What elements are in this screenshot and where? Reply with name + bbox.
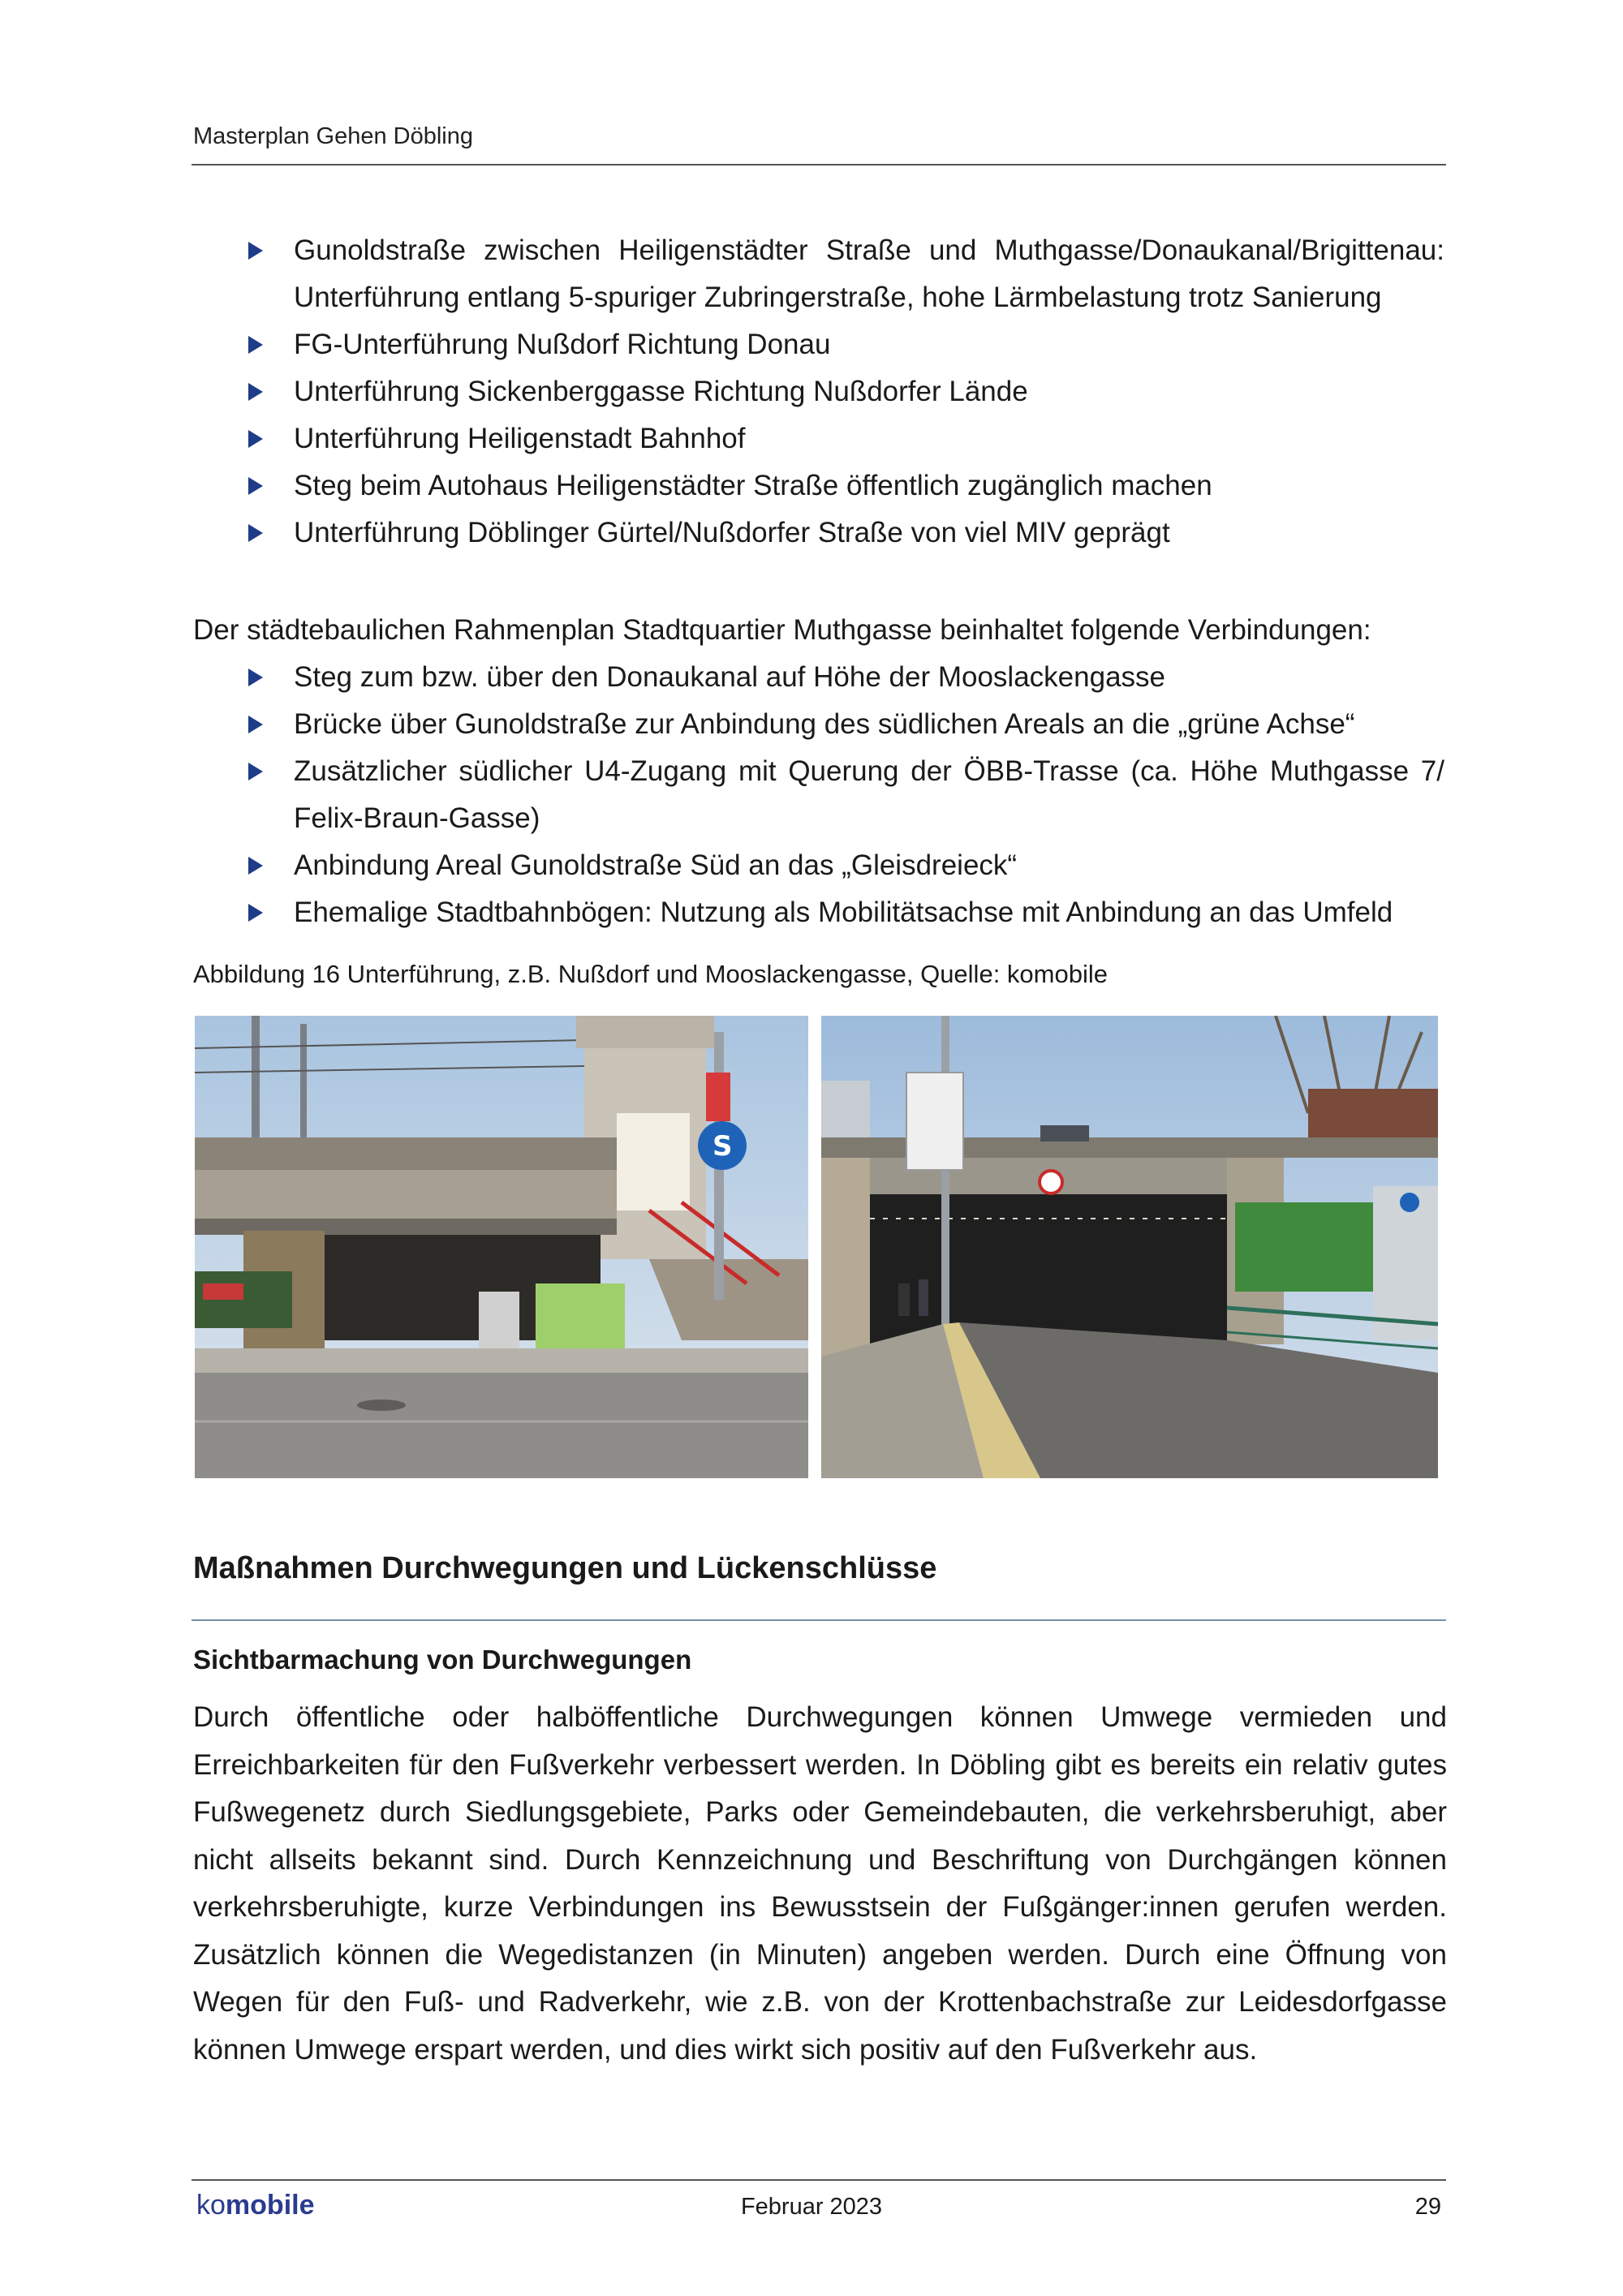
header-rule (192, 164, 1446, 166)
bullet-list-underpasses (248, 227, 1444, 557)
list-item: Unterführung Heiligenstadt Bahnhof (248, 415, 1444, 462)
list-item: Gunoldstraße zwischen Heiligenstädter Straße und Muthgasse/Donaukanal/Brigittenau: Unterführung entlang 5-spuriger Zubringerstraße, hohe Lärmbelastung trotz Sanierung (248, 227, 1444, 321)
bullet-triangle-icon (248, 716, 263, 733)
subsection-heading: Sichtbarmachung von Durchwegungen (193, 1645, 692, 1675)
section-heading: Maßnahmen Durchwegungen und Lückenschlüsse (193, 1551, 937, 1585)
svg-text:S: S (712, 1130, 733, 1163)
page-number: 29 (1414, 2194, 1441, 2220)
underpass-photo-illustration-left (195, 1016, 808, 1478)
bullet-list-connections (248, 654, 1444, 936)
bullet-triangle-icon (248, 763, 263, 780)
list-item: Unterführung Sickenberggasse Richtung Nußdorfer Lände (248, 368, 1444, 415)
logo-light-part: ko (196, 2190, 226, 2221)
underpass-photo-illustration-right (821, 1016, 1438, 1478)
bullet-triangle-icon (248, 904, 263, 922)
running-header: Masterplan Gehen Döbling (193, 123, 473, 149)
photo-nussdorf-underpass (195, 1016, 808, 1478)
list-item: FG-Unterführung Nußdorf Richtung Donau (248, 321, 1444, 368)
bullet-triangle-icon (248, 669, 263, 686)
list-item: Brücke über Gunoldstraße zur Anbindung des südlichen Areals an die „grüne Achse“ (248, 701, 1444, 748)
bullet-triangle-icon (248, 524, 263, 542)
bullet-triangle-icon (248, 336, 263, 354)
bullet-triangle-icon (248, 242, 263, 260)
list-item: Ehemalige Stadtbahnbögen: Nutzung als Mobilitätsachse mit Anbindung an das Umfeld (248, 889, 1444, 936)
footer-date: Februar 2023 (740, 2194, 883, 2220)
list-item: Unterführung Döblinger Gürtel/Nußdorfer Straße von viel MIV geprägt (248, 510, 1444, 557)
footer-rule (192, 2179, 1446, 2181)
section-rule (192, 1619, 1446, 1621)
photo-mooslackengasse-underpass (821, 1016, 1438, 1478)
bullet-triangle-icon (248, 477, 263, 495)
list-item: Zusätzlicher südlicher U4-Zugang mit Querung der ÖBB-Trasse (ca. Höhe Muthgasse 7/ Felix-Braun-Gasse) (248, 748, 1444, 842)
list-item: Steg beim Autohaus Heiligenstädter Straße öffentlich zugänglich machen (248, 462, 1444, 510)
figure-caption: Abbildung 16 Unterführung, z.B. Nußdorf und Mooslackengasse, Quelle: komobile (193, 960, 1108, 988)
body-paragraph: Durch öffentliche oder halböffentliche Durchwegungen können Umwege vermieden und Erreichbarkeiten für den Fußverkehr verbessert werden. In Döbling gibt es bereits ein relativ gutes Fußwegenetz durch Siedlungsgebiete, Parks oder Gemeindebauten, die verkehrsberuhigt, aber nicht allseits bekannt sind. Durch Kennzeichnung und Beschriftung von Durchgängen können verkehrsberuhigte, kurze Verbindungen ins Bewusstsein der Fußgänger:innen gerufen werden. Zusätzlich können die Wegedistanzen (in Minuten) angeben werden. Durch eine Öffnung von Wegen für den Fuß- und Radverkehr, wie z.B. von der Krottenbachstraße zur Leidesdorfgasse können Umwege erspart werden, und dies wirkt sich positiv auf den Fußverkehr aus. (193, 1701, 1447, 2066)
list-item: Steg zum bzw. über den Donaukanal auf Höhe der Mooslackengasse (248, 654, 1444, 701)
logo-bold-part: mobile (225, 2190, 315, 2221)
bullet-triangle-icon (248, 430, 263, 448)
bullet-triangle-icon (248, 857, 263, 875)
intro-paragraph: Der städtebaulichen Rahmenplan Stadtquartier Muthgasse beinhaltet folgende Verbindungen: (193, 614, 1371, 646)
list-item: Anbindung Areal Gunoldstraße Süd an das „Gleisdreieck“ (248, 842, 1444, 889)
bullet-triangle-icon (248, 383, 263, 401)
